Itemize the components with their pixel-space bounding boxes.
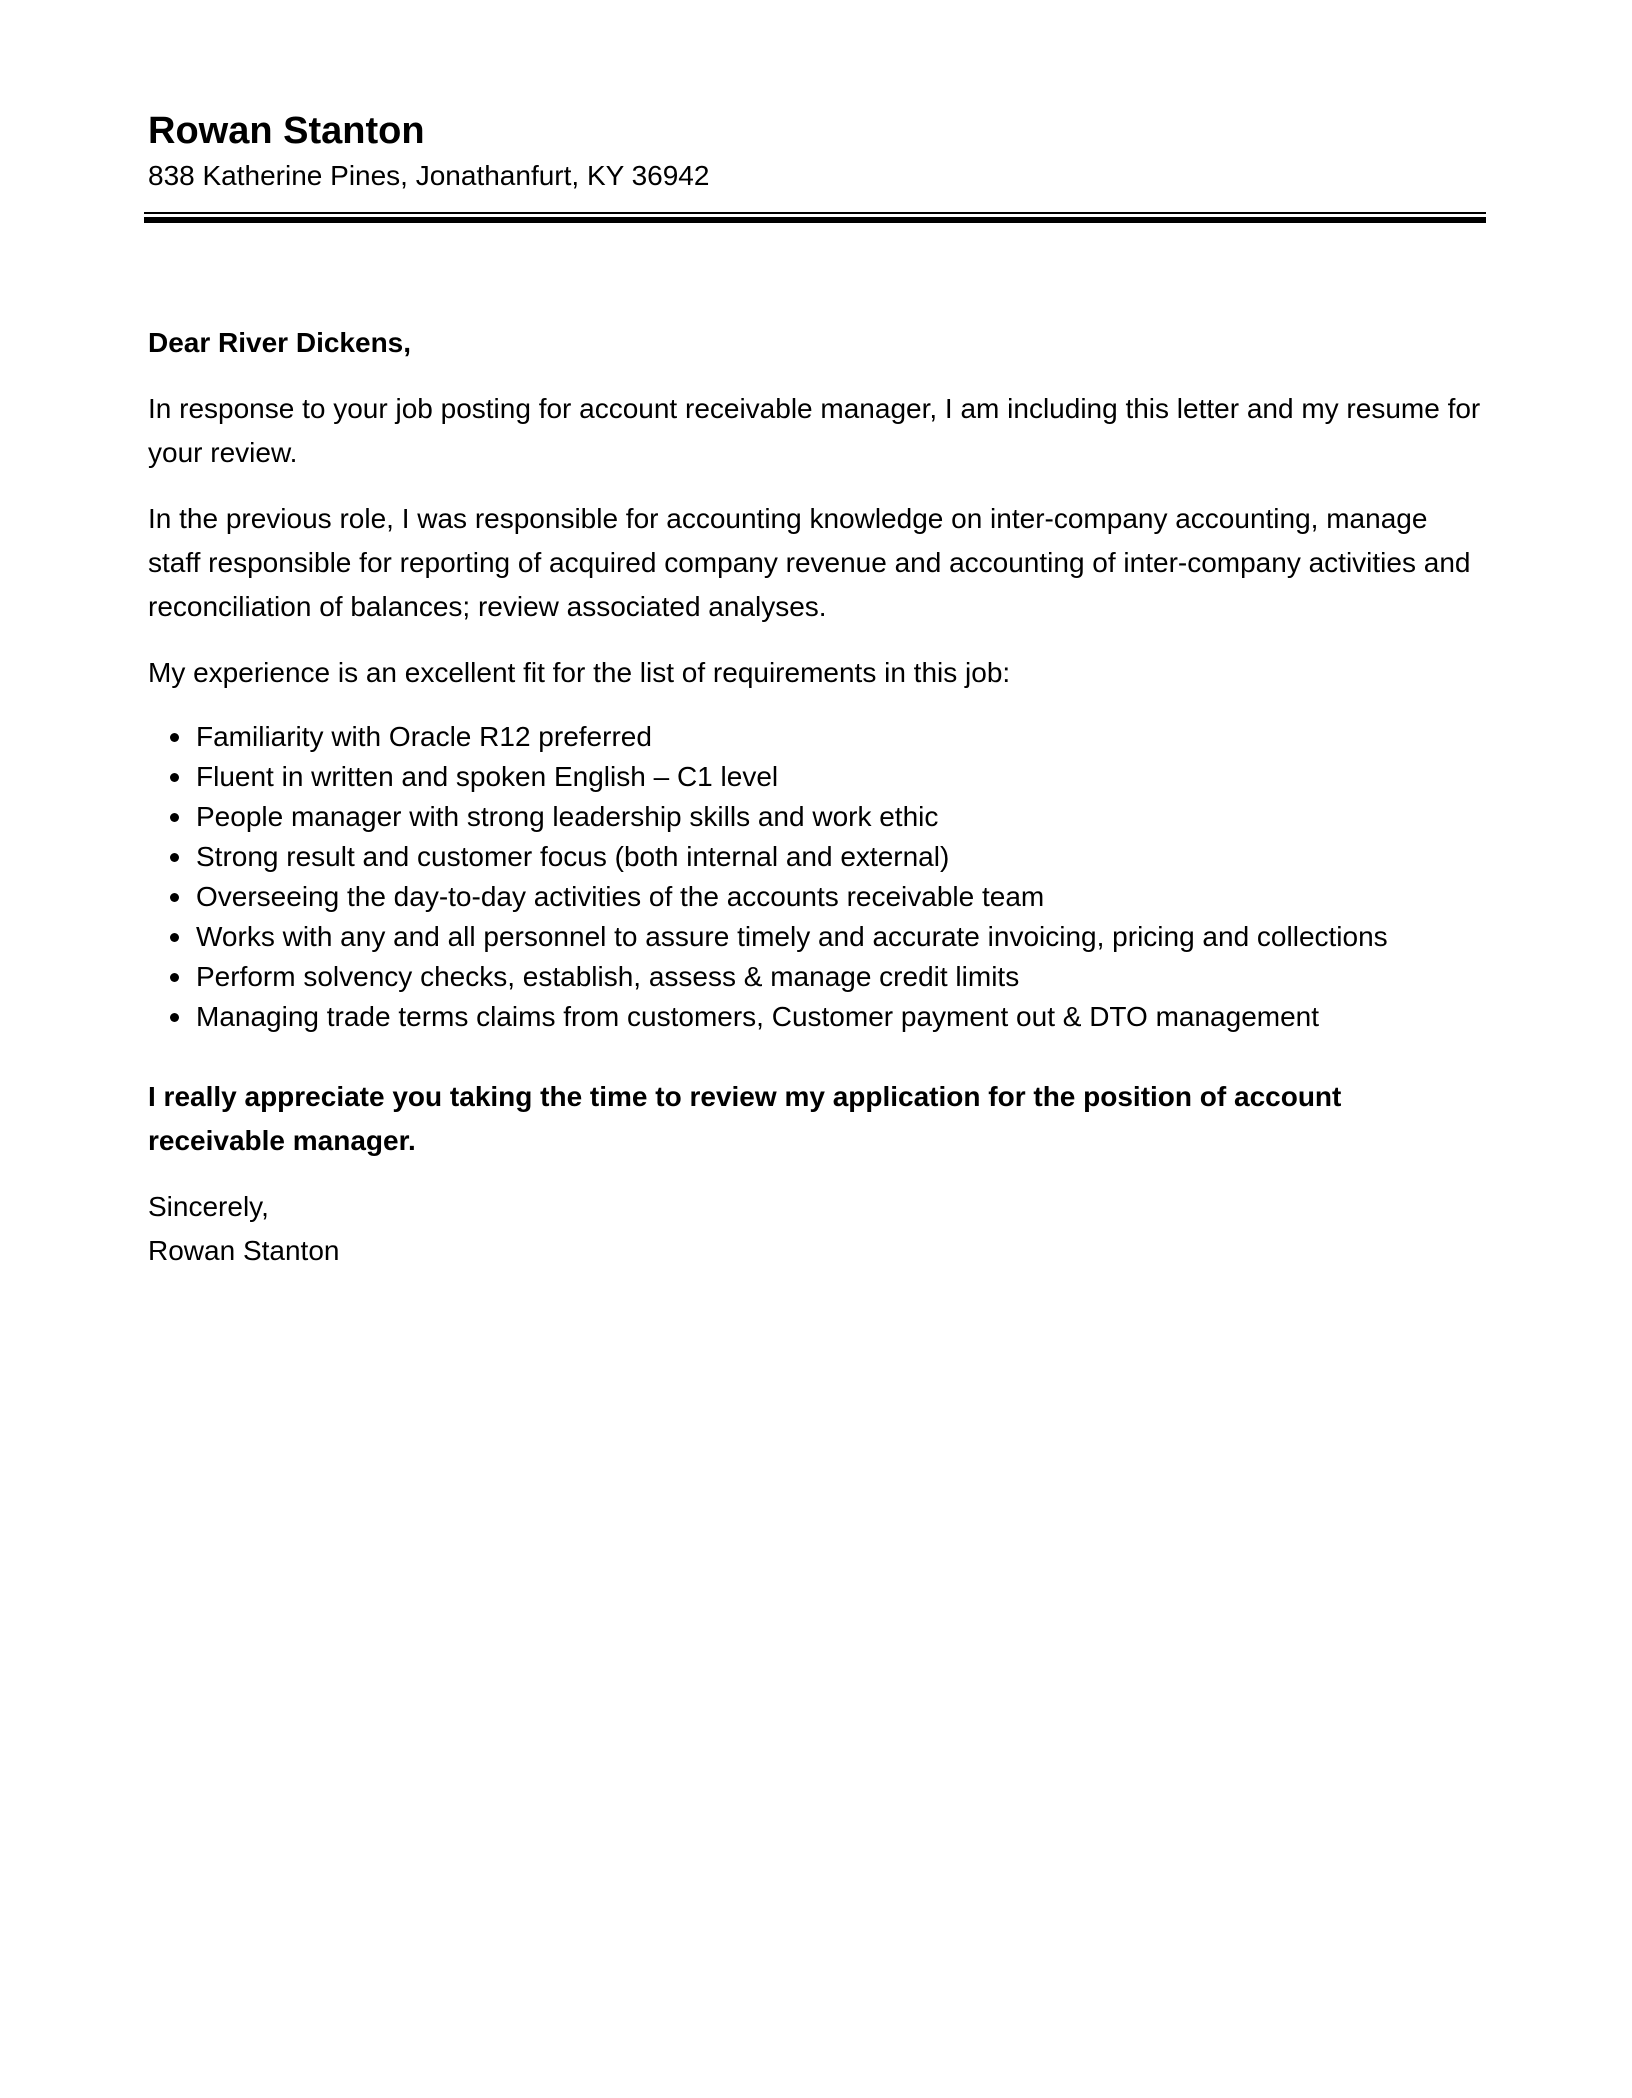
list-item-text: Perform solvency checks, establish, assess & manage credit limits bbox=[196, 961, 1020, 992]
list-item bbox=[148, 997, 1486, 1037]
list-item-text: People manager with strong leadership skills and work ethic bbox=[196, 801, 939, 832]
bullet-icon bbox=[170, 893, 179, 902]
list-item-text: Overseeing the day-to-day activities of the accounts receivable team bbox=[196, 881, 1045, 912]
bullet-icon bbox=[170, 1013, 179, 1022]
list-item bbox=[148, 837, 1486, 877]
letter-page bbox=[148, 106, 1486, 1266]
paragraph-fit: My experience is an excellent fit for the list of requirements in this job: bbox=[148, 657, 1011, 688]
divider-thick-line bbox=[144, 217, 1486, 223]
list-item bbox=[148, 797, 1486, 837]
bullet-icon bbox=[170, 813, 179, 822]
letter-body bbox=[148, 321, 1486, 1295]
bullet-icon bbox=[170, 853, 179, 862]
list-item-text: Strong result and customer focus (both internal and external) bbox=[196, 841, 950, 872]
sender-name: Rowan Stanton bbox=[148, 110, 425, 152]
signature-name: Rowan Stanton bbox=[148, 1235, 340, 1266]
list-item bbox=[148, 757, 1486, 797]
list-item bbox=[148, 877, 1486, 917]
bullet-icon bbox=[170, 933, 179, 942]
paragraph-experience: In the previous role, I was responsible for accounting knowledge on inter-company accounting, manage staff responsible for reporting of acquired company revenue and accounting of inter-company activities and reconciliation of balances; review associated analyses. bbox=[148, 503, 1471, 622]
list-item bbox=[148, 717, 1486, 757]
signoff: Sincerely, bbox=[148, 1191, 269, 1222]
sender-address: 838 Katherine Pines, Jonathanfurt, KY 36942 bbox=[148, 160, 710, 191]
closing-paragraph: I really appreciate you taking the time to review my application for the position of account receivable manager. bbox=[148, 1081, 1342, 1156]
bullet-icon bbox=[170, 973, 179, 982]
list-item bbox=[148, 917, 1486, 957]
salutation: Dear River Dickens, bbox=[148, 327, 412, 358]
paragraph-intro: In response to your job posting for account receivable manager, I am including this letter and my resume for your review. bbox=[148, 393, 1481, 468]
divider-thin-line bbox=[144, 212, 1486, 214]
signoff-block bbox=[148, 1185, 1486, 1273]
list-item-text: Works with any and all personnel to assure timely and accurate invoicing, pricing and collections bbox=[196, 921, 1388, 952]
list-item-text: Familiarity with Oracle R12 preferred bbox=[196, 721, 652, 752]
bullet-icon bbox=[170, 733, 179, 742]
requirements-list bbox=[148, 717, 1486, 1037]
header-divider bbox=[144, 212, 1486, 224]
bullet-icon bbox=[170, 773, 179, 782]
list-item-text: Managing trade terms claims from customers, Customer payment out & DTO management bbox=[196, 1001, 1320, 1032]
list-item-text: Fluent in written and spoken English – C1 level bbox=[196, 761, 779, 792]
list-item bbox=[148, 957, 1486, 997]
